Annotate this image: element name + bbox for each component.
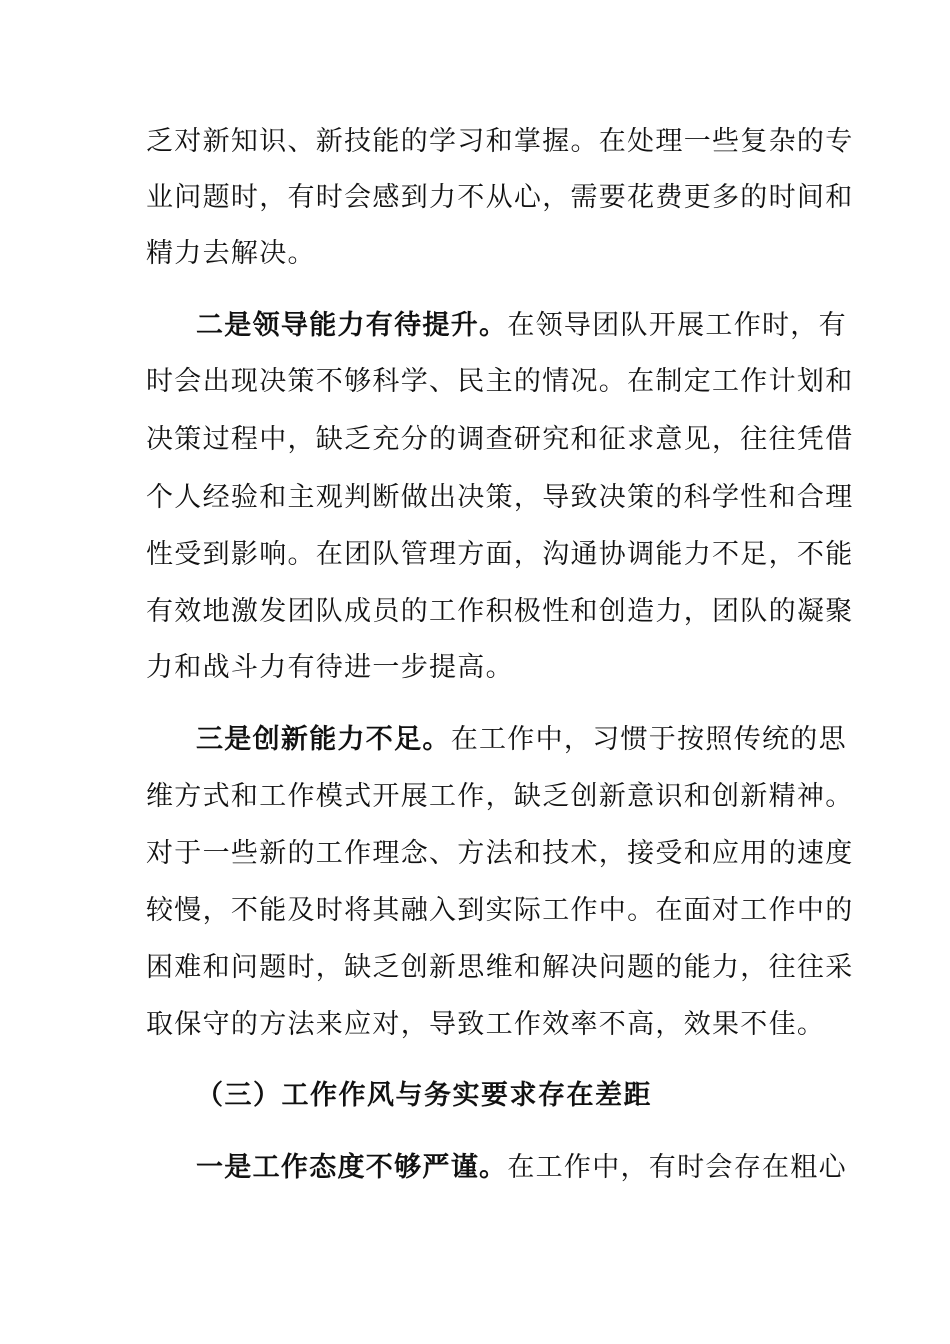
para1-line2: 业问题时，有时会感到力不从心，需要花费更多的时间和 [146, 182, 854, 213]
para2-line1-rest: 在领导团队开展工作时，有 [507, 310, 847, 341]
para4-line1-rest: 在工作中，有时会存在粗心 [507, 1152, 847, 1183]
para2-line7: 力和战斗力有待进一步提高。 [146, 652, 514, 683]
para3-line1 [196, 720, 847, 760]
para1-line3: 精力去解决。 [146, 238, 316, 269]
section-heading: （三）工作作风与务实要求存在差距 [196, 1080, 652, 1111]
para2-line1 [196, 306, 847, 346]
para2-line2: 时会出现决策不够科学、民主的情况。在制定工作计划和 [146, 366, 854, 397]
para2-line4: 个人经验和主观判断做出决策，导致决策的科学性和合理 [146, 482, 854, 513]
para3-lead: 三是创新能力不足。 [196, 724, 451, 755]
para3-line1-rest: 在工作中，习惯于按照传统的思 [450, 724, 847, 755]
para2-line5: 性受到影响。在团队管理方面，沟通协调能力不足，不能 [146, 539, 854, 570]
para3-line2: 维方式和工作模式开展工作，缺乏创新意识和创新精神。 [146, 781, 854, 812]
para2-line3: 决策过程中，缺乏充分的调查研究和征求意见，往往凭借 [146, 424, 854, 455]
para2-lead: 二是领导能力有待提升。 [196, 310, 508, 341]
para1-line1: 乏对新知识、新技能的学习和掌握。在处理一些复杂的专 [146, 126, 854, 157]
para3-line3: 对于一些新的工作理念、方法和技术，接受和应用的速度 [146, 838, 854, 869]
para2-line6: 有效地激发团队成员的工作积极性和创造力，团队的凝聚 [146, 596, 854, 627]
para3-line6: 取保守的方法来应对，导致工作效率不高，效果不佳。 [146, 1009, 826, 1040]
para4-line1 [196, 1148, 847, 1188]
para4-lead: 一是工作态度不够严谨。 [196, 1152, 508, 1183]
para3-line4: 较慢，不能及时将其融入到实际工作中。在面对工作中的 [146, 895, 854, 926]
para3-line5: 困难和问题时，缺乏创新思维和解决问题的能力，往往采 [146, 952, 854, 983]
